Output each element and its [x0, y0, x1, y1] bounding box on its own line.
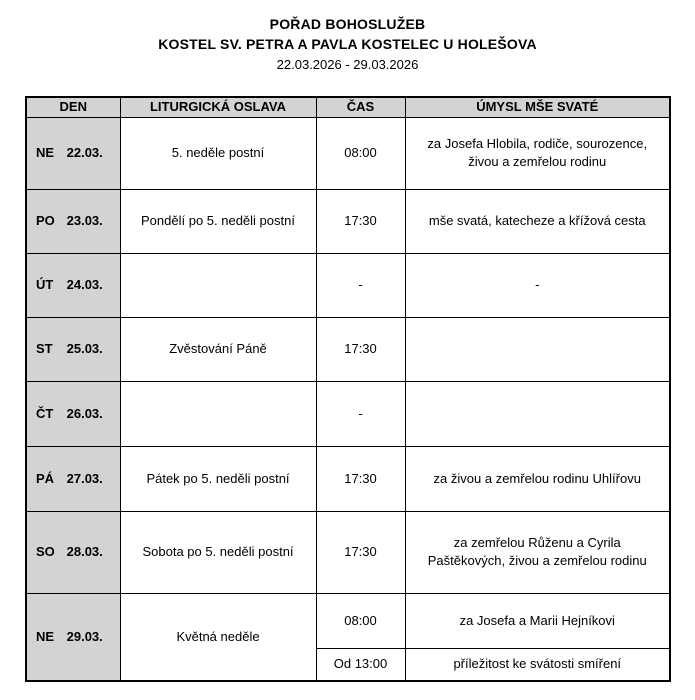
day-abbr: NE	[36, 628, 55, 644]
day-date: 25.03.	[66, 341, 103, 356]
time-cell: 08:00	[316, 593, 405, 648]
time-cell: -	[316, 253, 405, 317]
church-name: KOSTEL SV. PETRA A PAVLA KOSTELEC U HOLEŠOVA	[158, 36, 537, 52]
schedule-table	[25, 96, 671, 682]
celebration-cell: Pátek po 5. neděli postní	[120, 446, 316, 511]
table-row	[26, 511, 670, 593]
table-row	[26, 381, 670, 446]
intention-cell: -	[405, 253, 670, 317]
celebration-cell: Květná neděle	[120, 593, 316, 681]
intention-cell: za Josefa Hlobila, rodiče, sourozence, živou a zemřelou rodinu	[405, 117, 670, 189]
celebration-cell: 5. neděle postní	[120, 117, 316, 189]
time-cell: 08:00	[316, 117, 405, 189]
celebration-cell	[120, 253, 316, 317]
day-date: 28.03.	[66, 544, 103, 559]
column-header-cas: ČAS	[316, 97, 405, 117]
celebration-cell: Zvěstování Páně	[120, 317, 316, 381]
column-header-den: DEN	[26, 97, 120, 117]
celebration-cell: Pondělí po 5. neděli postní	[120, 189, 316, 253]
day-abbr: ČT	[36, 405, 54, 421]
document-header	[0, 0, 695, 76]
day-cell	[26, 317, 120, 381]
intention-cell: za zemřelou Růženu a Cyrila Paštěkových, živou a zemřelou rodinu	[405, 511, 670, 593]
day-abbr: PO	[36, 213, 55, 228]
intention-cell	[405, 317, 670, 381]
day-abbr: ÚT	[36, 277, 54, 292]
day-cell	[26, 117, 120, 189]
table-header-row	[26, 97, 670, 117]
column-header-oslava: LITURGICKÁ OSLAVA	[120, 97, 316, 117]
column-header-umysl: ÚMYSL MŠE SVATÉ	[405, 97, 670, 117]
day-abbr: ST	[36, 341, 53, 356]
table-row	[26, 446, 670, 511]
time-cell: 17:30	[316, 317, 405, 381]
day-date: 22.03.	[66, 145, 103, 160]
day-date: 26.03.	[66, 405, 103, 421]
document-title: POŘAD BOHOSLUŽEB	[269, 16, 426, 32]
day-abbr: SO	[36, 544, 55, 559]
day-cell	[26, 593, 120, 681]
date-range: 22.03.2026 - 29.03.2026	[276, 57, 419, 72]
day-date: 23.03.	[66, 213, 103, 228]
time-cell: 17:30	[316, 511, 405, 593]
celebration-cell: Sobota po 5. neděli postní	[120, 511, 316, 593]
time-cell: -	[316, 381, 405, 446]
day-cell	[26, 511, 120, 593]
day-date: 29.03.	[66, 628, 103, 644]
day-date: 27.03.	[66, 470, 103, 486]
time-cell: 17:30	[316, 446, 405, 511]
day-abbr: NE	[36, 145, 55, 160]
day-cell	[26, 446, 120, 511]
table-row	[26, 593, 670, 648]
day-abbr: PÁ	[36, 470, 55, 486]
day-cell	[26, 381, 120, 446]
day-cell	[26, 253, 120, 317]
time-cell: Od 13:00	[316, 648, 405, 681]
intention-cell	[405, 381, 670, 446]
intention-cell: mše svatá, katecheze a křížová cesta	[405, 189, 670, 253]
intention-cell: příležitost ke svátosti smíření	[405, 648, 670, 681]
table-row	[26, 253, 670, 317]
time-cell: 17:30	[316, 189, 405, 253]
intention-cell: za Josefa a Marii Hejníkovi	[405, 593, 670, 648]
day-cell	[26, 189, 120, 253]
table-row	[26, 117, 670, 189]
table-row	[26, 317, 670, 381]
table-row	[26, 189, 670, 253]
day-date: 24.03.	[66, 277, 103, 292]
celebration-cell	[120, 381, 316, 446]
intention-cell: za živou a zemřelou rodinu Uhlířovu	[405, 446, 670, 511]
